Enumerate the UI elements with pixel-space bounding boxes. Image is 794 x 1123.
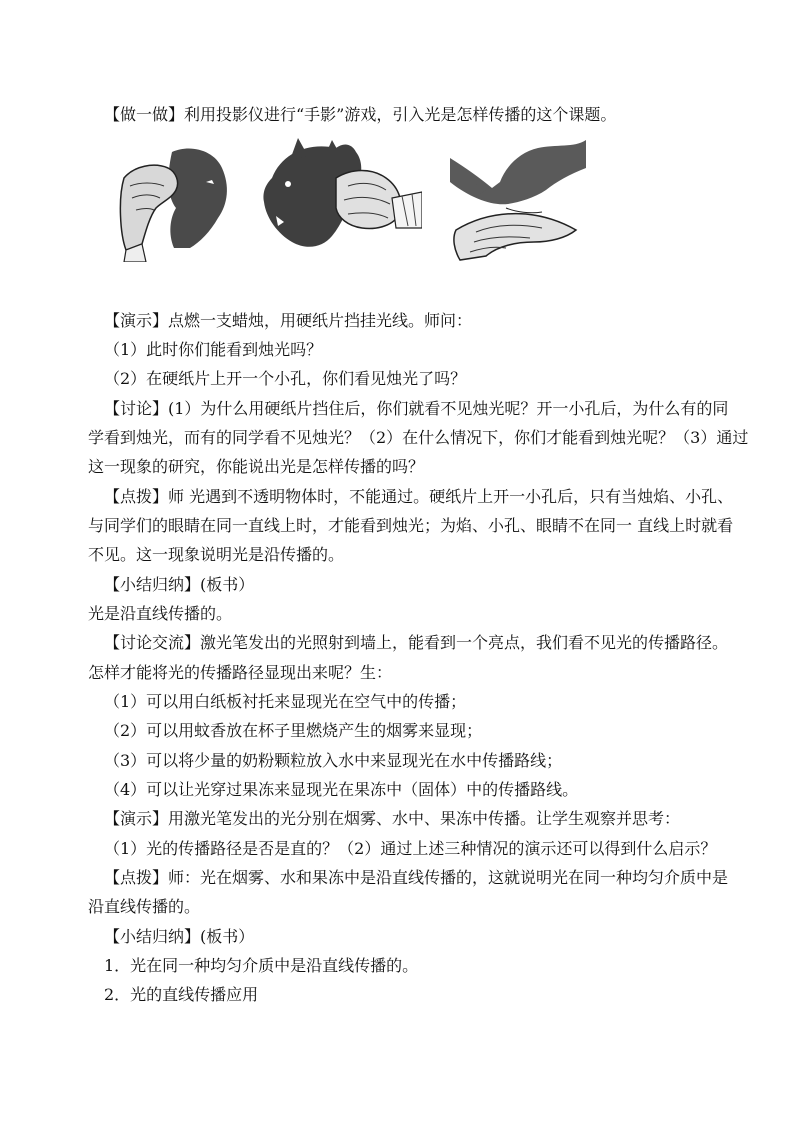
answer-4: （4）可以让光穿过果冻来显现光在果冻中（固体）中的传播路线。 bbox=[104, 780, 579, 799]
summary-item-1: 1．光在同一种均匀介质中是沿直线传播的。 bbox=[104, 956, 419, 975]
guidance-line-3: 不见。这一现象说明光是沿传播的。 bbox=[88, 545, 345, 564]
answer-2: （2）可以用蚊香放在杯子里燃烧产生的烟雾来显现； bbox=[104, 721, 483, 740]
summary-heading-1: 【小结归纳】(板书） bbox=[104, 575, 255, 594]
guidance-2-line-2: 沿直线传播的。 bbox=[88, 897, 201, 916]
summary-item-2: 2．光的直线传播应用 bbox=[104, 985, 259, 1004]
question-1: （1）此时你们能看到烛光吗？ bbox=[104, 340, 323, 359]
summary-text-1: 光是沿直线传播的。 bbox=[88, 604, 233, 623]
discussion-line-1: 【讨论】(1）为什么用硬纸片挡住后，你们就看不见烛光呢？开一小孔后，为什么有的同 bbox=[104, 399, 729, 418]
discussion-line-2: 学看到烛光，而有的同学看不见烛光？（2）在什么情况下，你们才能看到烛光呢？（3）通过 bbox=[88, 428, 749, 447]
summary-heading-2: 【小结归纳】(板书） bbox=[104, 927, 255, 946]
hand-shadow-dog-image bbox=[252, 138, 422, 262]
guidance-2-line-1: 【点拨】师：光在烟雾、水和果冻中是沿直线传播的，这就说明光在同一种均匀介质中是 bbox=[104, 868, 729, 887]
hand-shadow-face-image bbox=[110, 138, 236, 262]
answer-3: （3）可以将少量的奶粉颗粒放入水中来显现光在水中传播路线； bbox=[104, 751, 563, 770]
guidance-line-1: 【点拨】师 光遇到不透明物体时，不能通过。硬纸片上开一小孔后，只有当烛焰、小孔、 bbox=[104, 487, 734, 506]
hand-shadow-bird-image bbox=[446, 138, 586, 262]
demo-questions: （1）光的传播路径是否是直的？（2）通过上述三种情况的演示还可以得到什么启示？ bbox=[104, 839, 717, 858]
exchange-line-1: 【讨论交流】激光笔发出的光照射到墙上，能看到一个亮点，我们看不见光的传播路径。 bbox=[104, 633, 729, 652]
answer-1: （1）可以用白纸板衬托来显现光在空气中的传播； bbox=[104, 692, 467, 711]
demo-paragraph: 【演示】点燃一支蜡烛，用硬纸片挡挂光线。师问： bbox=[104, 311, 473, 330]
demo-paragraph-2: 【演示】用激光笔发出的光分别在烟雾、水中、果冻中传播。让学生观察并思考： bbox=[104, 809, 681, 828]
discussion-line-3: 这一现象的研究，你能说出光是怎样传播的吗？ bbox=[88, 457, 425, 476]
question-2: （2）在硬纸片上开一个小孔，你们看见烛光了吗？ bbox=[104, 369, 467, 388]
intro-paragraph: 【做一做】利用投影仪进行“手影”游戏，引入光是怎样传播的这个课题。 bbox=[104, 105, 617, 124]
guidance-line-2: 与同学们的眼睛在同一直线上时，才能看到烛光；为焰、小孔、眼睛不在同一 直线上时就看 bbox=[88, 516, 734, 535]
exchange-line-2: 怎样才能将光的传播路径显现出来呢？生： bbox=[88, 663, 393, 682]
